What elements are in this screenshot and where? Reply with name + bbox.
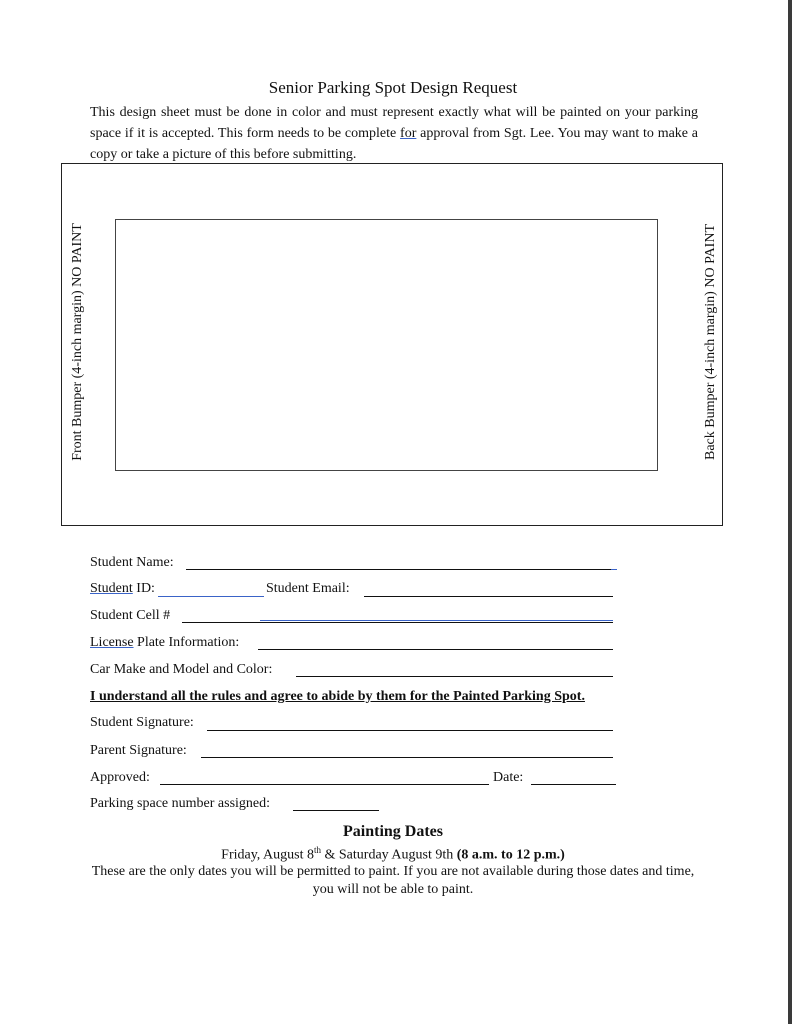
student-signature-line[interactable] (207, 730, 613, 731)
student-name-line-end (611, 569, 617, 570)
license-plate-line[interactable] (258, 649, 613, 650)
car-make-label: Car Make and Model and Color: (90, 662, 273, 677)
student-id-label (90, 581, 155, 597)
date-superscript: th (313, 845, 321, 855)
student-cell-label: Student Cell # (90, 608, 171, 623)
design-drawing-area[interactable] (115, 219, 658, 471)
page-edge (788, 0, 792, 1024)
agreement-statement: I understand all the rules and agree to abide by them for the Painted Parking Spot. (90, 689, 585, 704)
student-id-rest: ID: (132, 581, 155, 596)
date-friday: Friday, August 8 (221, 847, 314, 863)
intro-underlined-word: for (400, 126, 417, 141)
intro-text-1: This design sheet must be done in color and must represent exactly what will be painted on your parking space if it is accepted. This form needs to be complete (90, 105, 698, 141)
student-signature-label: Student Signature: (90, 715, 194, 730)
parent-signature-label: Parent Signature: (90, 743, 187, 758)
student-email-label: Student Email: (266, 581, 350, 596)
parent-signature-line[interactable] (201, 757, 613, 758)
student-id-line[interactable] (158, 596, 264, 597)
back-bumper-label: Back Bumper (4-inch margin) NO PAINT (703, 223, 718, 461)
date-label: Date: (493, 770, 524, 785)
parking-number-line[interactable] (293, 810, 379, 811)
student-cell-line[interactable] (182, 622, 613, 623)
front-bumper-label: Front Bumper (4-inch margin) NO PAINT (70, 223, 85, 461)
painting-dates (0, 845, 786, 864)
license-rest: Plate Information: (133, 635, 240, 650)
student-id-word: Student (90, 581, 133, 596)
painting-note: These are the only dates you will be permitted to paint. If you are not available during those dates and time, you will not be able to paint. (91, 864, 695, 897)
intro-paragraph (90, 102, 698, 165)
approved-line[interactable] (160, 784, 489, 785)
student-name-line[interactable] (186, 569, 611, 570)
car-make-line[interactable] (296, 676, 613, 677)
painting-dates-heading: Painting Dates (343, 823, 443, 840)
student-email-line[interactable] (364, 596, 613, 597)
license-plate-label (90, 635, 239, 651)
student-name-label: Student Name: (90, 555, 174, 570)
intro-text-2: approval from Sgt. Lee. You may want to make a copy or take a picture of this before submitting. (90, 126, 699, 162)
student-cell-line-blue (260, 620, 613, 621)
date-line[interactable] (531, 784, 616, 785)
parking-number-label: Parking space number assigned: (90, 796, 271, 811)
license-word: License (90, 635, 134, 650)
date-saturday: & Saturday August 9th (321, 847, 457, 863)
painting-time: (8 a.m. to 12 p.m.) (456, 847, 565, 863)
approved-label: Approved: (90, 770, 150, 785)
page-title: Senior Parking Spot Design Request (268, 78, 518, 97)
